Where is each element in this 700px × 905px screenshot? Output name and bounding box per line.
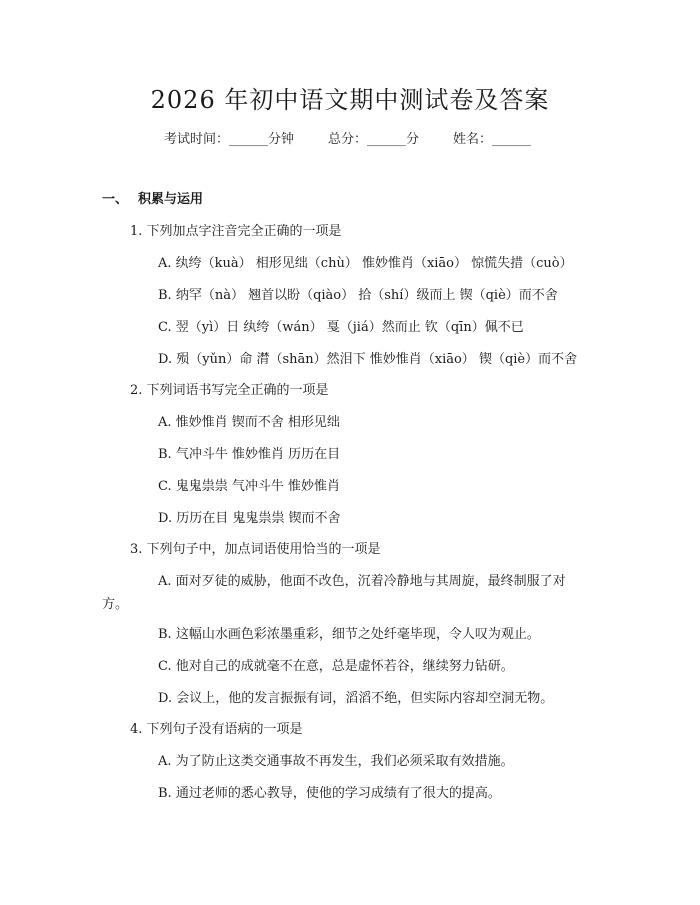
question-stem: 2. 下列词语书写完全正确的一项是 — [130, 383, 329, 398]
exam-info-line — [164, 130, 531, 150]
answer-option: B. 这幅山水画色彩浓墨重彩，细节之处纤毫毕现，令人叹为观止。 — [158, 627, 540, 642]
answer-option: A. 为了防止这类交通事故不再发生，我们必须采取有效措施。 — [158, 754, 514, 769]
exam-time-field: 考试时间：______分钟 — [164, 132, 295, 147]
section-heading — [102, 190, 203, 210]
question-stem: 1. 下列加点字注音完全正确的一项是 — [130, 224, 342, 239]
answer-option: C. 鬼鬼祟祟 气冲斗牛 惟妙惟肖 — [158, 479, 341, 494]
answer-option: B. 通过老师的悉心教导，使他的学习成绩有了很大的提高。 — [158, 786, 501, 801]
answer-option: A. 纨绔（kuà） 相形见绌（chù） 惟妙惟肖（xiāo） 惊慌失措（cuò） — [158, 256, 573, 271]
answer-option: C. 翌（yì）日 纨绔（wán） 戛（jiá）然而止 钦（qīn）佩不已 — [158, 320, 524, 335]
answer-option: A. 惟妙惟肖 锲而不舍 相形见绌 — [158, 415, 340, 430]
answer-option: D. 殒（yǔn）命 潸（shān）然泪下 惟妙惟肖（xiāo） 锲（qiè）而不舍 — [158, 352, 578, 367]
answer-option: B. 气冲斗牛 惟妙惟肖 历历在目 — [158, 447, 341, 462]
answer-option-continuation: 方。 — [102, 597, 129, 612]
answer-option: B. 纳罕（nà） 翘首以盼（qiào） 拾（shí）级而上 锲（qiè）而不舍 — [158, 288, 558, 303]
section-title: 积累与运用 — [138, 192, 204, 207]
answer-option: D. 历历在目 鬼鬼祟祟 锲而不舍 — [158, 511, 341, 526]
document-title: 2026 年初中语文期中测试卷及答案 — [150, 86, 550, 114]
question-stem: 3. 下列句子中，加点词语使用恰当的一项是 — [130, 542, 381, 557]
total-score-field: 总分：______分 — [328, 132, 420, 147]
answer-option: D. 会议上，他的发言振振有词，滔滔不绝，但实际内容却空洞无物。 — [158, 691, 554, 706]
answer-option: A. 面对歹徒的威胁，他面不改色，沉着冷静地与其周旋，最终制服了对 — [158, 574, 566, 589]
answer-option: C. 他对自己的成就毫不在意，总是虚怀若谷，继续努力钻研。 — [158, 659, 514, 674]
student-name-field: 姓名：______ — [453, 132, 532, 147]
section-number: 一、 — [102, 192, 129, 207]
question-stem: 4. 下列句子没有语病的一项是 — [130, 722, 303, 737]
